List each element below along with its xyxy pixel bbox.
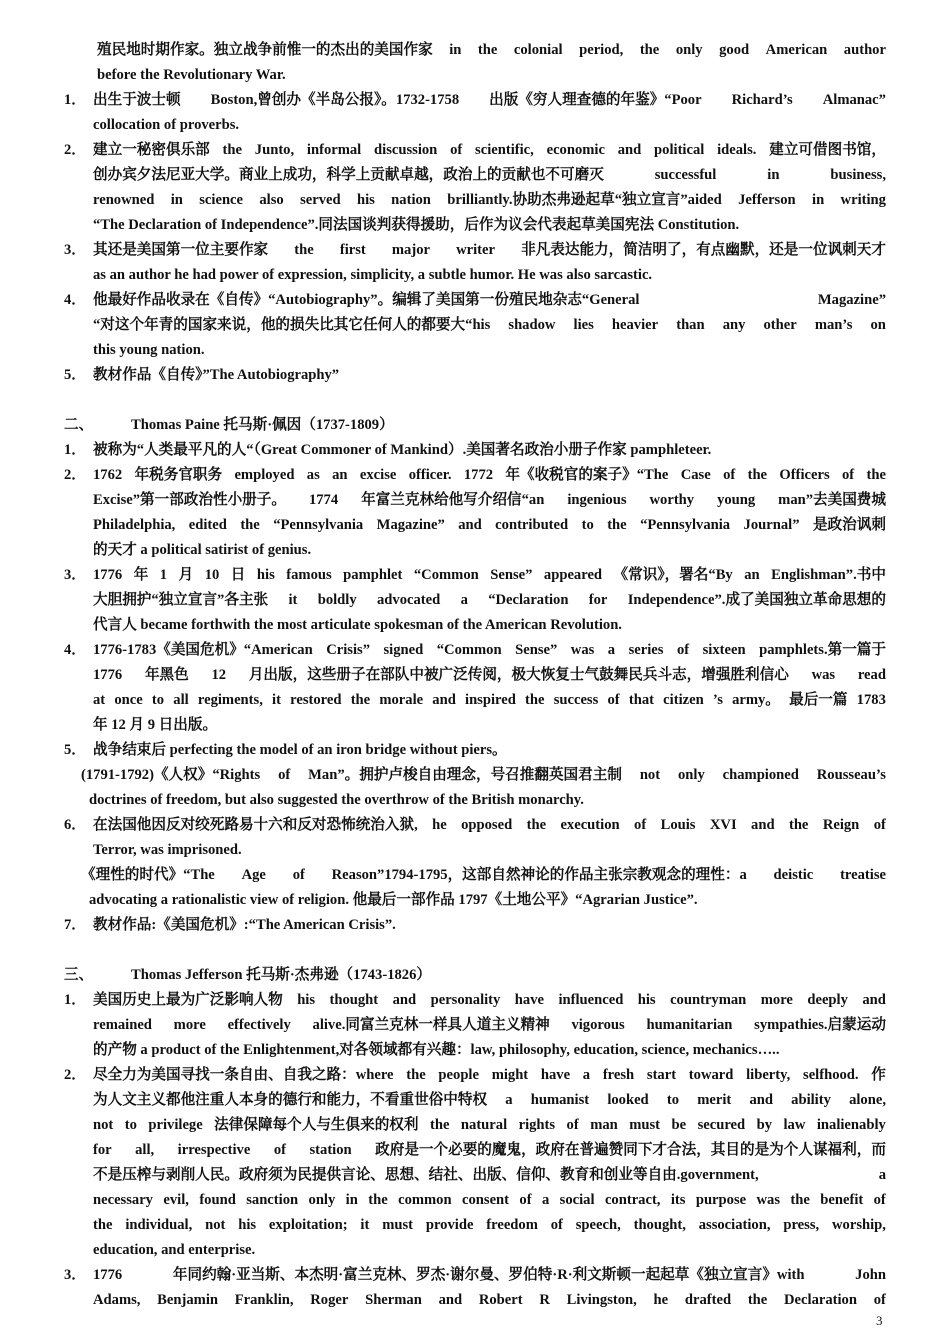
- section-title: Thomas Jefferson 托马斯·杰弗逊（1743-1826）: [131, 967, 431, 983]
- item-number: 1．: [64, 992, 86, 1008]
- item-line: 的天才 a political satirist of genius.: [93, 542, 312, 558]
- paragraph-line: (1791-1792)《人权》“Rights of Man”。拥护卢梭自由理念，号召推翻英国君主制 not only championed Rousseau’s: [81, 767, 886, 783]
- item-line: at once to all regiments, it restored the morale and inspired the success of that citizen ’s army。 最后一篇 1783: [93, 692, 886, 708]
- paragraph-line: advocating a rationalistic view of religion. 他最后一部作品 1797《土地公平》“Agrarian Justice”.: [89, 892, 698, 908]
- item-line: 为人文主义都他注重人本身的德行和能力，不看重世俗中特权 a humanist looked to merit and ability alone,: [93, 1092, 886, 1108]
- item-line: 出生于波士顿 Boston,曾创办《半岛公报》。1732-1758 出版《穷人理查德的年鉴》“Poor Richard’s Almanac”: [93, 92, 886, 108]
- item-number: 2．: [64, 1067, 86, 1083]
- item-number: 7．: [64, 917, 86, 933]
- item-line: 大胆拥护“独立宣言”各主张 it boldly advocated a “Declaration for Independence”.成了美国独立革命思想的: [93, 592, 886, 608]
- item-line: education, and enterprise.: [93, 1242, 256, 1258]
- item-number: 5．: [64, 742, 86, 758]
- item-line: for all, irrespective of station 政府是一个必要的魔鬼，政府在普遍赞同下才合法，其目的是为个人谋福利，而: [93, 1142, 886, 1158]
- item-line: 美国历史上最为广泛影响人物 his thought and personality have influenced his countryman more deeply and: [93, 992, 886, 1008]
- item-number: 1．: [64, 442, 86, 458]
- item-line: Excise”第一部政治性小册子。 1774 年富兰克林给他写介绍信“an ingenious worthy young man”去美国费城: [93, 492, 886, 508]
- item-line: collocation of proverbs.: [93, 117, 240, 133]
- item-line: Philadelphia, edited the “Pennsylvania Magazine” and contributed to the “Pennsylvania Journal” 是政治讽刺: [93, 517, 886, 533]
- item-number: 6．: [64, 817, 86, 833]
- item-line: 创办宾夕法尼亚大学。商业上成功，科学上贡献卓越，政治上的贡献也不可磨灭 successful in business,: [93, 167, 886, 183]
- item-line: 年 12 月 9 日出版。: [93, 717, 218, 733]
- item-line: 不是压榨与剥削人民。政府须为民提供言论、思想、结社、出版、信仰、教育和创业等自由.government, a: [93, 1167, 886, 1183]
- item-number: 4．: [64, 642, 86, 658]
- item-line: 的产物 a product of the Enlightenment,对各领域都有兴趣：law, philosophy, education, science, mechanics…..: [93, 1042, 780, 1058]
- item-line: 1776 年 1 月 10 日 his famous pamphlet “Common Sense” appeared 《常识》，署名“By an Englishman”.书中: [93, 567, 886, 583]
- item-line: renowned in science also served his nation brilliantly.协助杰弗逊起草“独立宣言”aided Jefferson in writing: [93, 192, 886, 208]
- item-line: “对这个年青的国家来说，他的损失比其它任何人的都要大“his shadow lies heavier than any other man’s on: [93, 317, 886, 333]
- item-line: 1776-1783《美国危机》“American Crisis” signed “Common Sense” was a series of sixteen pamphlets.第一篇于: [93, 642, 886, 658]
- item-line: this young nation.: [93, 342, 205, 358]
- paragraph-line: 《理性的时代》“The Age of Reason”1794-1795，这部自然神论的作品主张宗教观念的理性：a deistic treatise: [81, 867, 886, 883]
- item-number: 3．: [64, 1267, 86, 1283]
- item-line: 代言人 became forthwith the most articulate spokesman of the American Revolution.: [93, 617, 622, 633]
- item-line: 尽全力为美国寻找一条自由、自我之路：where the people might have a fresh start toward liberty, selfhood. 作: [93, 1067, 886, 1083]
- item-line: 其还是美国第一位主要作家 the first major writer 非凡表达能力，简洁明了，有点幽默，还是一位讽刺天才: [93, 242, 886, 258]
- item-number: 3．: [64, 242, 86, 258]
- item-number: 2．: [64, 467, 86, 483]
- item-line: remained more effectively alive.同富兰克林一样具人道主义精神 vigorous humanitarian sympathies.启蒙运动: [93, 1017, 886, 1033]
- section-title: Thomas Paine 托马斯·佩因（1737-1809）: [131, 417, 394, 433]
- item-line: 1762 年税务官职务 employed as an excise officer. 1772 年《收税官的案子》“The Case of the Officers of the: [93, 467, 886, 483]
- item-number: 2．: [64, 142, 86, 158]
- item-line: “The Declaration of Independence”.同法国谈判获得援助，后作为议会代表起草美国宪法 Constitution.: [93, 217, 740, 233]
- section-number: 二、: [64, 417, 94, 433]
- intro-line: 殖民地时期作家。独立战争前惟一的杰出的美国作家 in the colonial period, the only good American author: [97, 42, 886, 58]
- item-line: 1776 年同约翰·亚当斯、本杰明·富兰克林、罗杰·谢尔曼、罗伯特·R·利文斯顿一起起草《独立宣言》with John: [93, 1267, 886, 1283]
- section-number: 三、: [64, 967, 94, 983]
- item-line: 战争结束后 perfecting the model of an iron bridge without piers。: [93, 742, 507, 758]
- paragraph-line: doctrines of freedom, but also suggested the overthrow of the British monarchy.: [89, 792, 584, 808]
- item-line: the individual, not his exploitation; it must provide freedom of speech, thought, association, press, worship,: [93, 1217, 886, 1233]
- item-line: 在法国他因反对绞死路易十六和反对恐怖统治入狱, he opposed the execution of Louis XVI and the Reign of: [93, 817, 886, 833]
- page-number: 3: [876, 1313, 883, 1328]
- item-line: Adams, Benjamin Franklin, Roger Sherman and Robert R Livingston, he drafted the Declaration of: [93, 1292, 886, 1308]
- item-line: as an author he had power of expression, simplicity, a subtle humor. He was also sarcastic.: [93, 267, 653, 283]
- item-line: Terror, was imprisoned.: [93, 842, 242, 858]
- item-number: 5．: [64, 367, 86, 383]
- item-line: necessary evil, found sanction only in the common consent of a social contract, its purpose was the benefit of: [93, 1192, 886, 1208]
- item-line: 教材作品:《美国危机》:“The American Crisis”.: [93, 917, 396, 933]
- item-line: 被称为“人类最平凡的人“（Great Commoner of Mankind）.美国著名政治小册子作家 pamphleteer.: [93, 442, 712, 458]
- item-line: 教材作品《自传》”The Autobiography”: [93, 367, 340, 383]
- item-number: 1．: [64, 92, 86, 108]
- item-line: not to privilege 法律保障每个人与生俱来的权利 the natural rights of man must be secured by law inalienably: [93, 1117, 886, 1133]
- item-number: 3．: [64, 567, 86, 583]
- item-line: 他最好作品收录在《自传》“Autobiography”。编辑了美国第一份殖民地杂志“General Magazine”: [93, 292, 886, 308]
- intro-line: before the Revolutionary War.: [97, 67, 286, 83]
- item-number: 4．: [64, 292, 86, 308]
- item-line: 建立一秘密俱乐部 the Junto, informal discussion of scientific, economic and political ideals. 建立可借图书馆，: [93, 142, 886, 158]
- item-line: 1776 年黑色 12 月出版，这些册子在部队中被广泛传阅，极大恢复士气鼓舞民兵斗志，增强胜利信心 was read: [93, 667, 886, 683]
